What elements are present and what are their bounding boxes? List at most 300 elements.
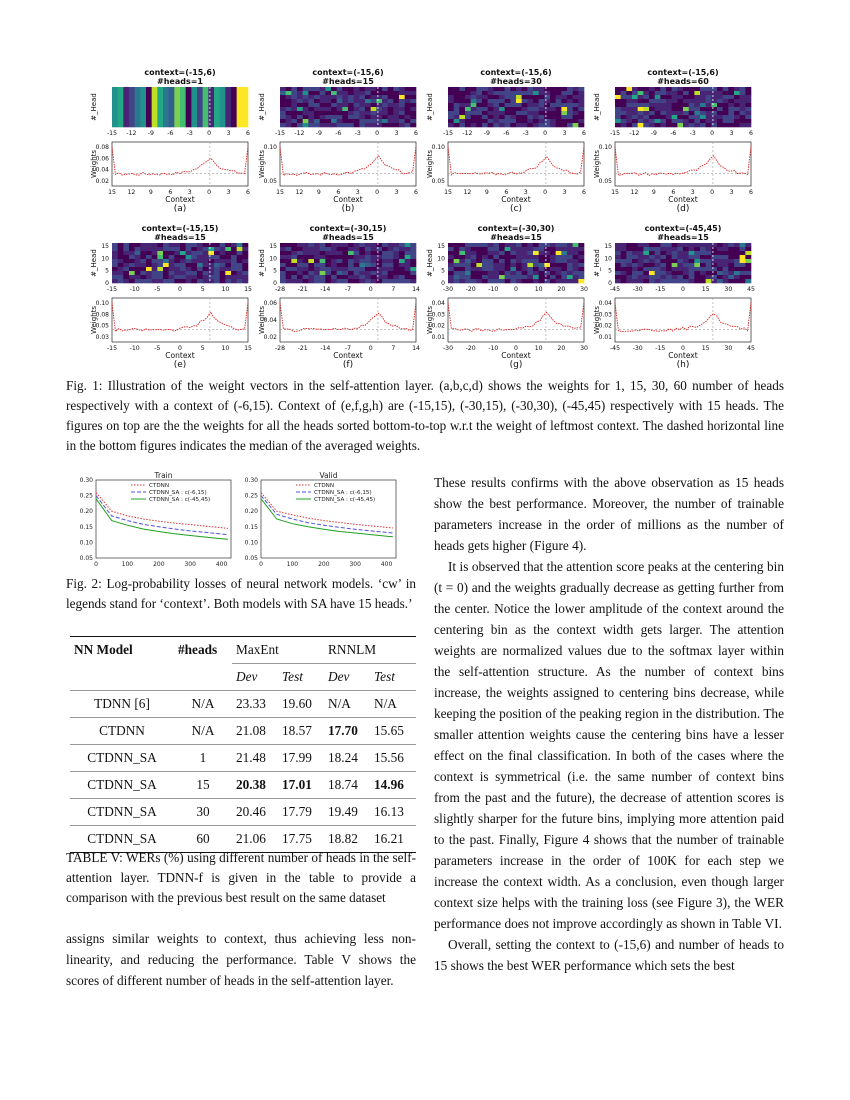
heatmap-cell: [365, 115, 371, 119]
heatmap-cell: [465, 91, 471, 95]
heatmap-cell: [354, 279, 360, 283]
heatmap-cell: [342, 99, 348, 103]
tick-label: 30: [724, 286, 733, 293]
heatmap-cell: [561, 107, 567, 111]
heatmap-cell: [505, 103, 511, 107]
heatmap-cell: [717, 95, 723, 99]
tick-label: 5: [105, 267, 109, 275]
heatmap-cell: [561, 243, 567, 247]
heatmap-cell: [660, 99, 666, 103]
heatmap-cell: [740, 111, 746, 115]
heatmap-cell: [510, 119, 516, 123]
heatmap-cell: [465, 275, 471, 279]
heatmap-cell: [297, 279, 303, 283]
heatmap-cell: [169, 279, 175, 283]
heatmap-cell: [740, 123, 746, 127]
heatmap-cell: [499, 279, 505, 283]
tick-label: -15: [655, 286, 666, 293]
heatmap-cell: [476, 271, 482, 275]
heatmap-cell: [152, 263, 158, 267]
panel-e: [88, 222, 264, 372]
heatmap-cell: [342, 279, 348, 283]
panel-f: [256, 222, 432, 372]
heatmap-cell: [683, 103, 689, 107]
heatmap-cell: [308, 247, 314, 251]
heatmap-cell: [632, 107, 638, 111]
heatmap-cell: [169, 247, 175, 251]
heatmap-cell: [231, 271, 237, 275]
tick-label: -21: [297, 286, 308, 293]
heatmap-cell: [303, 99, 309, 103]
heatmap-cell: [556, 279, 562, 283]
heatmap-cell: [405, 267, 411, 271]
weights-frame: [112, 142, 248, 186]
heatmap-cell: [320, 107, 326, 111]
heatmap-cell: [745, 99, 751, 103]
heatmap-cell: [465, 99, 471, 103]
heatmap-cell: [471, 275, 477, 279]
heatmap-cell: [163, 87, 169, 127]
tick-label: -15: [609, 130, 621, 137]
heatmap-cell: [723, 103, 729, 107]
heatmap-cell: [476, 87, 482, 91]
heatmap-cell: [231, 87, 237, 127]
heatmap-cell: [118, 263, 124, 267]
heatmap-cell: [660, 91, 666, 95]
heatmap-cell: [626, 275, 632, 279]
heatmap-cell: [135, 247, 141, 251]
heatmap-cell: [314, 119, 320, 123]
heatmap-cell: [242, 255, 248, 259]
tick-label: 3: [226, 130, 231, 137]
heatmap-cell: [728, 263, 734, 267]
heatmap-cell: [666, 247, 672, 251]
x-axis-label: Context: [333, 195, 363, 204]
heatmap-cell: [314, 279, 320, 283]
tick-label: 0: [368, 286, 373, 293]
heatmap-cell: [482, 95, 488, 99]
heatmap-cell: [615, 119, 621, 123]
heatmap-cell: [459, 107, 465, 111]
heatmap-cell: [578, 87, 584, 91]
heatmap-cell: [488, 263, 494, 267]
heatmap-cell: [672, 243, 678, 247]
heatmap-cell: [578, 271, 584, 275]
tick-label: -15: [106, 130, 118, 137]
heatmap-cell: [118, 87, 124, 127]
heatmap-cell: [410, 255, 416, 259]
tick-label: 7: [391, 286, 396, 293]
heatmap-cell: [197, 247, 203, 251]
heatmap-cell: [567, 251, 573, 255]
heatmap-cell: [539, 247, 545, 251]
heatmap-cell: [482, 267, 488, 271]
heatmap-cell: [454, 263, 460, 267]
tick-label: 0.05: [263, 178, 277, 185]
heatmap-cell: [527, 243, 533, 247]
y-axis-label: #_Head: [593, 93, 601, 121]
heatmap-cell: [499, 107, 505, 111]
tick-label: 6: [168, 189, 173, 196]
heatmap-cell: [465, 107, 471, 111]
weights-frame: [615, 298, 751, 342]
heatmap-cell: [297, 107, 303, 111]
heatmap-cell: [556, 119, 562, 123]
heatmap-cell: [286, 251, 292, 255]
tick-label: 5: [441, 267, 445, 275]
heatmap-cell: [556, 251, 562, 255]
heatmap-cell: [286, 271, 292, 275]
heatmap-cell: [388, 263, 394, 267]
heatmap-cell: [626, 251, 632, 255]
heatmap-cell: [365, 255, 371, 259]
tick-label: 45: [747, 286, 755, 293]
heatmap-cell: [522, 243, 528, 247]
heatmap-cell: [550, 251, 556, 255]
tick-label: -15: [655, 345, 666, 352]
heatmap-cell: [342, 111, 348, 115]
heatmap-cell: [706, 247, 712, 251]
heatmap-cell: [632, 243, 638, 247]
heatmap-cell: [615, 259, 621, 263]
heatmap-cell: [186, 259, 192, 263]
tick-label: 15: [244, 286, 252, 293]
x-tick-label: 100: [286, 561, 299, 568]
heatmap-cell: [286, 91, 292, 95]
heatmap-cell: [297, 119, 303, 123]
heatmap-cell: [510, 115, 516, 119]
tick-label: 0: [375, 130, 380, 137]
tick-label: 0.10: [263, 144, 277, 151]
heatmap-cell: [325, 267, 331, 271]
tick-label: 0.01: [431, 334, 445, 341]
heatmap-cell: [488, 115, 494, 119]
heatmap-cell: [163, 263, 169, 267]
heatmap-cell: [550, 87, 556, 91]
weights-curve: [615, 146, 751, 175]
heatmap-cell: [393, 107, 399, 111]
heatmap-cell: [632, 267, 638, 271]
heatmap-cell: [308, 243, 314, 247]
heatmap-cell: [694, 99, 700, 103]
tick-label: -45: [609, 286, 621, 293]
heatmap-cell: [516, 103, 522, 107]
heatmap-cell: [331, 91, 337, 95]
heatmap-cell: [286, 259, 292, 263]
heatmap-cell: [621, 251, 627, 255]
heatmap-cell: [320, 91, 326, 95]
heatmap-cell: [700, 111, 706, 115]
heatmap-cell: [169, 87, 175, 127]
legend-label: CTDNN_SA : c(-6,15): [314, 490, 372, 496]
heatmap-cell: [354, 243, 360, 247]
heatmap-cell: [465, 123, 471, 127]
heatmap-cell: [405, 247, 411, 251]
heatmap-cell: [638, 255, 644, 259]
heatmap-cell: [626, 103, 632, 107]
heatmap-cell: [448, 103, 454, 107]
heatmap-cell: [655, 91, 661, 95]
heatmap-cell: [700, 247, 706, 251]
heatmap-cell: [410, 243, 416, 247]
heatmap-cell: [325, 103, 331, 107]
heatmap-cell: [561, 259, 567, 263]
heatmap-cell: [638, 91, 644, 95]
heatmap-cell: [539, 87, 545, 91]
heatmap-cell: [734, 271, 740, 275]
heatmap-cell: [672, 119, 678, 123]
heatmap-cell: [516, 99, 522, 103]
panel-h: [591, 222, 767, 372]
heatmap-cell: [291, 263, 297, 267]
heatmap-cell: [325, 259, 331, 263]
heatmap-cell: [169, 243, 175, 247]
heatmap-cell: [180, 279, 186, 283]
tick-label: 0: [710, 189, 715, 196]
heatmap-cell: [410, 259, 416, 263]
heatmap-cell: [454, 99, 460, 103]
heatmap-cell: [376, 243, 382, 247]
heatmap-cell: [157, 279, 163, 283]
heatmap-cell: [561, 95, 567, 99]
heatmap-cell: [448, 119, 454, 123]
heatmap-cell: [197, 267, 203, 271]
heatmap-cell: [320, 95, 326, 99]
heatmap-cell: [191, 267, 197, 271]
heatmap-cell: [666, 107, 672, 111]
heatmap-cell: [297, 115, 303, 119]
heatmap-cell: [499, 275, 505, 279]
heatmap-cell: [700, 87, 706, 91]
tick-label: 0.02: [263, 334, 277, 341]
heatmap-cell: [371, 115, 377, 119]
heatmap-cell: [208, 279, 214, 283]
heatmap-cell: [666, 267, 672, 271]
heatmap-cell: [672, 107, 678, 111]
heatmap-cell: [359, 247, 365, 251]
table-cell: N/A: [174, 691, 232, 718]
heatmap-cell: [280, 275, 286, 279]
heatmap-cell: [550, 123, 556, 127]
heatmap-cell: [683, 99, 689, 103]
heatmap-cell: [354, 99, 360, 103]
heatmap-cell: [163, 267, 169, 271]
heatmap-cell: [499, 247, 505, 251]
heatmap-cell: [578, 279, 584, 283]
heatmap-cell: [683, 271, 689, 275]
heatmap-cell: [740, 91, 746, 95]
heatmap-cell: [308, 251, 314, 255]
heatmap-cell: [694, 267, 700, 271]
heatmap-cell: [129, 251, 135, 255]
table-cell-best: 20.38: [232, 772, 278, 799]
heatmap-cell: [578, 251, 584, 255]
tick-label: 0.04: [598, 300, 612, 307]
tick-label: 10: [534, 286, 543, 293]
tick-label: 20: [557, 286, 566, 293]
heatmap-cell: [734, 255, 740, 259]
heatmap-cell: [689, 103, 695, 107]
heatmap-cell: [197, 271, 203, 275]
heatmap-cell: [399, 99, 405, 103]
heatmap-cell: [567, 107, 573, 111]
heatmap-cell: [522, 259, 528, 263]
heatmap-cell: [550, 111, 556, 115]
heatmap-cell: [371, 111, 377, 115]
tick-label: 5: [200, 286, 205, 293]
heatmap-cell: [220, 259, 226, 263]
heatmap-cell: [734, 99, 740, 103]
heatmap-cell: [118, 251, 124, 255]
heatmap-cell: [197, 279, 203, 283]
heatmap-cell: [214, 87, 220, 127]
heatmap-cell: [632, 103, 638, 107]
heatmap-cell: [556, 267, 562, 271]
heatmap-cell: [522, 103, 528, 107]
heatmap-cell: [320, 251, 326, 255]
heatmap-cell: [191, 271, 197, 275]
heatmap-cell: [123, 251, 129, 255]
heatmap-cell: [488, 107, 494, 111]
heatmap-cell: [220, 267, 226, 271]
heatmap-cell: [734, 103, 740, 107]
heatmap-cell: [638, 247, 644, 251]
heatmap-cell: [516, 91, 522, 95]
heatmap-cell: [314, 123, 320, 127]
heatmap-cell: [291, 251, 297, 255]
heatmap-cell: [297, 123, 303, 127]
tick-label: -6: [503, 130, 510, 137]
heatmap-cell: [459, 255, 465, 259]
heatmap-cell: [626, 243, 632, 247]
heatmap-cell: [740, 255, 746, 259]
heatmap-cell: [382, 95, 388, 99]
heatmap-cell: [539, 275, 545, 279]
tick-label: -7: [344, 345, 352, 352]
heatmap-cell: [129, 259, 135, 263]
heatmap-cell: [649, 275, 655, 279]
heatmap-cell: [303, 251, 309, 255]
y-tick-label: 0.25: [244, 492, 258, 500]
heatmap-cell: [706, 255, 712, 259]
heatmap-cell: [140, 243, 146, 247]
heatmap-cell: [197, 263, 203, 267]
heatmap-cell: [556, 123, 562, 127]
heatmap-cell: [660, 275, 666, 279]
heatmap-cell: [544, 263, 550, 267]
heatmap-cell: [672, 247, 678, 251]
heatmap-cell: [371, 119, 377, 123]
heatmap-cell: [129, 87, 135, 127]
heatmap-cell: [550, 103, 556, 107]
heatmap-cell: [280, 247, 286, 251]
heatmap-cell: [505, 99, 511, 103]
heatmap-cell: [325, 243, 331, 247]
paragraph: These results confirms with the above observation as 15 heads show the best performance. Moreover, the number of trainable parameters increase in the order of millions as the number of heads gets higher (Figure 4).: [434, 475, 784, 553]
heatmap-cell: [516, 247, 522, 251]
y-axis-label: #_Head: [426, 93, 434, 121]
heatmap-cell: [694, 119, 700, 123]
heatmap-cell: [152, 267, 158, 271]
heatmap-cell: [476, 103, 482, 107]
tick-label: 0.04: [431, 300, 445, 307]
heatmap-cell: [694, 275, 700, 279]
heatmap-cell: [578, 91, 584, 95]
tick-label: 12: [295, 189, 304, 196]
heatmap-cell: [459, 279, 465, 283]
heatmap-cell: [527, 107, 533, 111]
heatmap-cell: [214, 279, 220, 283]
heatmap-cell: [655, 251, 661, 255]
heatmap-cell: [393, 99, 399, 103]
heatmap-cell: [717, 103, 723, 107]
heatmap-cell: [157, 267, 163, 271]
figure-2: [66, 470, 416, 570]
heatmap-cell: [354, 115, 360, 119]
heatmap-cell: [180, 271, 186, 275]
tick-label: 0.03: [598, 311, 612, 319]
heatmap-cell: [621, 267, 627, 271]
heatmap-cell: [303, 87, 309, 91]
table-cell: 19.49: [324, 799, 370, 826]
tick-label: 30: [724, 345, 733, 352]
heatmap-cell: [320, 267, 326, 271]
y-axis-label: Weights: [593, 305, 601, 335]
heatmap-cell: [354, 91, 360, 95]
y-axis-label: #_Head: [90, 93, 98, 121]
heatmap-cell: [365, 259, 371, 263]
heatmap-cell: [677, 95, 683, 99]
heatmap-cell: [666, 99, 672, 103]
panel-g: [424, 222, 600, 372]
heatmap-cell: [734, 263, 740, 267]
heatmap-cell: [331, 103, 337, 107]
chart-title: Valid: [319, 471, 338, 480]
heatmap-cell: [660, 123, 666, 127]
heatmap-cell: [632, 259, 638, 263]
heatmap-cell: [163, 271, 169, 275]
heatmap-cell: [567, 275, 573, 279]
heatmap-cell: [615, 107, 621, 111]
x-tick-label: 200: [318, 561, 330, 568]
heatmap-cell: [533, 255, 539, 259]
heatmap-cell: [626, 107, 632, 111]
tick-label: 3: [226, 189, 231, 196]
heatmap-cell: [280, 119, 286, 123]
heatmap-cell: [348, 275, 354, 279]
heatmap-cell: [573, 99, 579, 103]
heatmap-cell: [348, 251, 354, 255]
heatmap-cell: [157, 87, 163, 127]
heatmap-cell: [371, 259, 377, 263]
heatmap-cell: [348, 247, 354, 251]
heatmap-cell: [522, 87, 528, 91]
tick-label: 3: [187, 189, 192, 196]
heatmap-cell: [734, 275, 740, 279]
heatmap-cell: [643, 123, 649, 127]
heatmap-cell: [550, 95, 556, 99]
heatmap-cell: [393, 111, 399, 115]
heatmap-cell: [578, 255, 584, 259]
tick-label: 0: [441, 280, 445, 287]
heatmap-cell: [488, 255, 494, 259]
heatmap-cell: [482, 279, 488, 283]
heatmap-cell: [728, 259, 734, 263]
heatmap-cell: [371, 271, 377, 275]
panel-title: context=(-15,6): [480, 68, 552, 77]
table-cell: 18.82: [324, 826, 370, 853]
heatmap-cell: [280, 251, 286, 255]
